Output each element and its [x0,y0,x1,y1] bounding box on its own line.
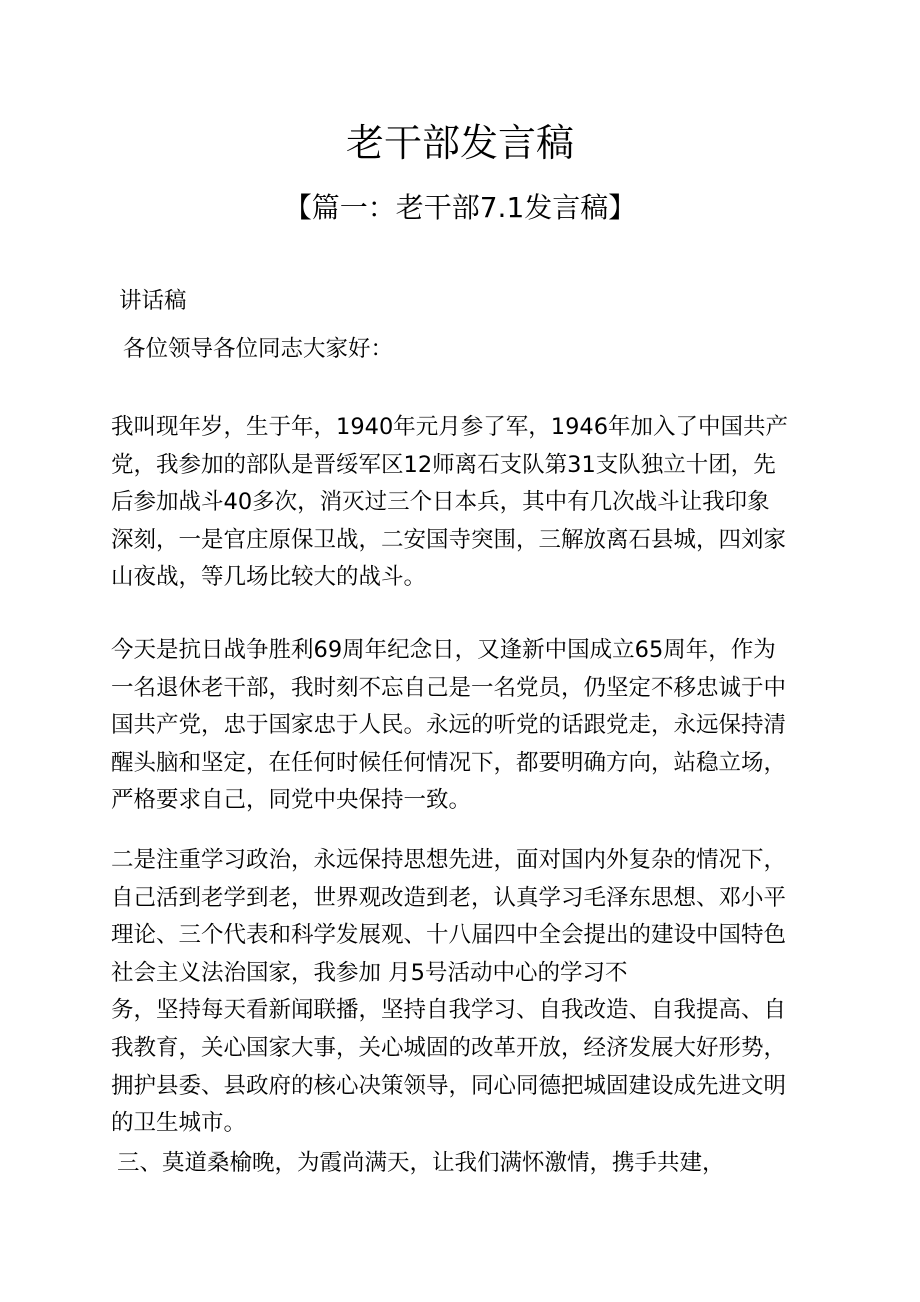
text-line: 今天是抗日战争胜利69周年纪念日，又逢新中国成立65周年，作为 [111,637,776,663]
text-line: 后参加战斗40多次，消灭过三个日本兵，其中有几次战斗让我印象 [111,489,770,516]
text-line: 二是注重学习政治，永远保持思想先进，面对国内外复杂的情况下， [111,847,787,873]
paragraph-4: 三、莫道桑榆晚，为霞尚满天，让我们满怀激情，携手共建， [117,1150,725,1176]
text-line: 的卫生城市。 [111,1110,247,1137]
paragraph-3 [111,842,786,1143]
text-line: 理论、三个代表和科学发展观、十八届四中全会提出的建设中国特色 [111,922,787,949]
text-line: 一名退休老干部，我时刻不忘自己是一名党员，仍坚定不移忠诚于中 [111,674,787,701]
paragraph-1 [111,409,788,597]
text-line: 深刻，一是官庄原保卫战，二安国寺突围，三解放离石县城，四刘家 [111,526,787,553]
document-title: 老干部发言稿 [345,121,574,165]
text-line: 务，坚持每天看新闻联播，坚持自我学习、自我改造、自我提高、自 [111,997,787,1024]
text-line: 我叫现年岁，生于年，1940年元月参了军，1946年加入了中国共产 [111,414,789,440]
text-line: 国共产党，忠于国家忠于人民。永远的听党的话跟党走，永远保持清 [111,712,787,739]
text-line: 醒头脑和坚定，在任何时候任何情况下，都要明确方向，站稳立场， [111,749,787,776]
speech-label: 讲话稿 [119,288,187,314]
paragraph-2 [111,632,786,820]
text-line: 拥护县委、县政府的核心决策领导，同心同德把城固建设成先进文明 [111,1072,787,1099]
document-subtitle: 【篇一：老干部7.1发言稿】 [283,191,637,224]
greeting: 各位领导各位同志大家好： [123,336,394,362]
text-line: 山夜战，等几场比较大的战斗。 [111,564,427,591]
text-line: 社会主义法治国家，我参加 月5号活动中心的学习不 [111,959,628,986]
text-line: 自己活到老学到老，世界观改造到老，认真学习毛泽东思想、邓小平 [111,884,787,911]
text-line: 我教育，关心国家大事，关心城固的改革开放，经济发展大好形势， [111,1034,787,1061]
text-line: 严格要求自己，同党中央保持一致。 [111,787,472,814]
text-line: 党，我参加的部队是晋绥军区12师离石支队第31支队独立十团，先 [111,451,776,478]
